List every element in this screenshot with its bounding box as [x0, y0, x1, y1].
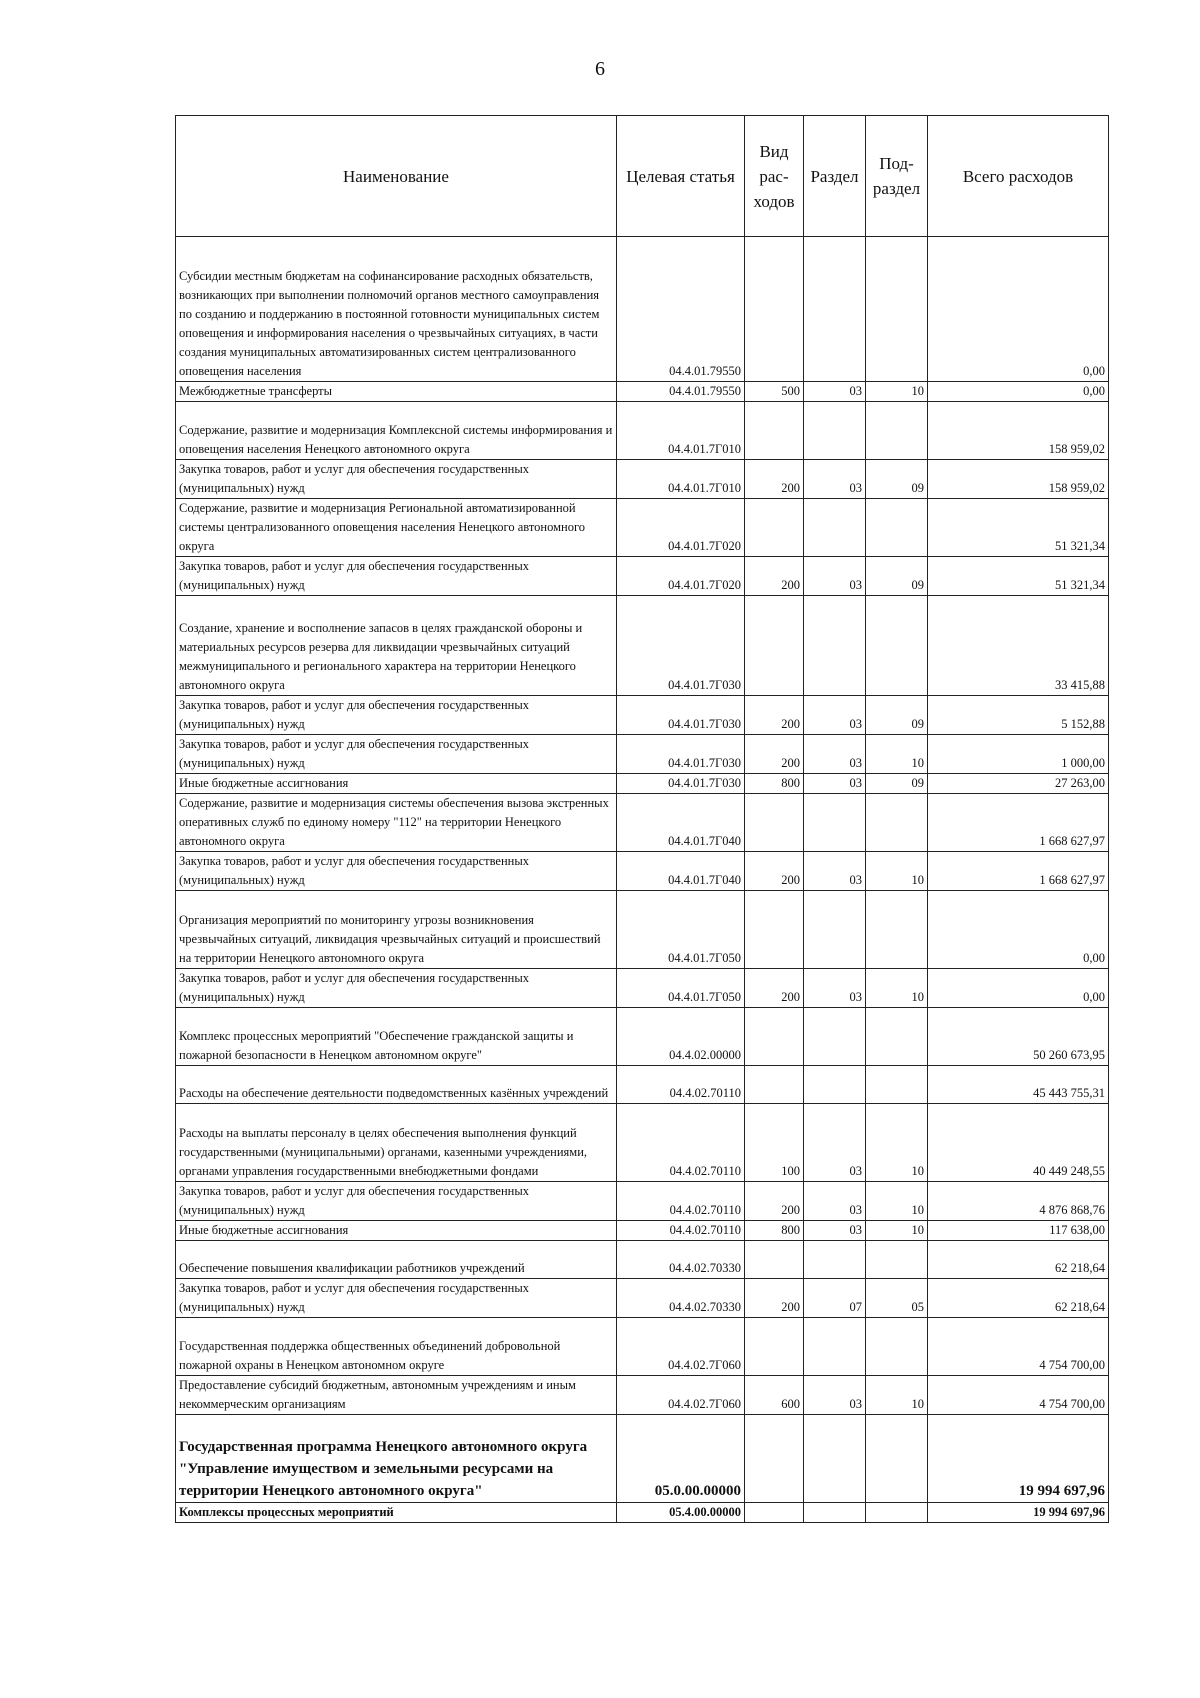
row-section: 03: [804, 969, 866, 1008]
table-row: [176, 1221, 1109, 1241]
row-type: [745, 1415, 804, 1503]
table-row: [176, 852, 1109, 891]
table-row: [176, 1503, 1109, 1523]
row-section: [804, 1415, 866, 1503]
row-subsection: 10: [866, 852, 928, 891]
row-code: 04.4.01.79550: [617, 382, 745, 402]
row-type: [745, 1241, 804, 1279]
row-total: 45 443 755,31: [928, 1066, 1109, 1104]
row-total: 1 668 627,97: [928, 852, 1109, 891]
row-code: 04.4.01.7Г010: [617, 460, 745, 499]
row-type: [745, 402, 804, 460]
table-row: [176, 1008, 1109, 1066]
row-total: 117 638,00: [928, 1221, 1109, 1241]
row-total: 51 321,34: [928, 499, 1109, 557]
table-row: [176, 1104, 1109, 1182]
row-code: 04.4.02.00000: [617, 1008, 745, 1066]
header-total: Всего расходов: [928, 116, 1109, 237]
row-section: 03: [804, 1376, 866, 1415]
row-code: 04.4.02.70110: [617, 1104, 745, 1182]
row-type: 200: [745, 735, 804, 774]
row-code: 04.4.01.7Г030: [617, 596, 745, 696]
row-total: 4 876 868,76: [928, 1182, 1109, 1221]
row-section: [804, 1066, 866, 1104]
row-section: [804, 499, 866, 557]
row-code: 04.4.01.7Г010: [617, 402, 745, 460]
row-name: Комплексы процессных мероприятий: [176, 1503, 617, 1523]
row-section: [804, 237, 866, 382]
row-type: 200: [745, 557, 804, 596]
table-row: [176, 969, 1109, 1008]
row-total: 4 754 700,00: [928, 1376, 1109, 1415]
row-total: 19 994 697,96: [928, 1415, 1109, 1503]
row-subsection: 05: [866, 1279, 928, 1318]
row-section: 07: [804, 1279, 866, 1318]
row-code: 04.4.01.7Г020: [617, 557, 745, 596]
row-subsection: [866, 1415, 928, 1503]
row-section: 03: [804, 557, 866, 596]
row-code: 04.4.01.7Г050: [617, 969, 745, 1008]
header-name: Наименование: [176, 116, 617, 237]
table-row: [176, 1376, 1109, 1415]
row-name: Содержание, развитие и модернизация Комплексной системы информирования и оповещения населения Ненецкого автономного округа: [176, 402, 617, 460]
table-row: [176, 237, 1109, 382]
row-total: 50 260 673,95: [928, 1008, 1109, 1066]
row-code: 04.4.02.70330: [617, 1279, 745, 1318]
row-total: 0,00: [928, 969, 1109, 1008]
row-name: Иные бюджетные ассигнования: [176, 774, 617, 794]
row-subsection: [866, 1318, 928, 1376]
row-name: Закупка товаров, работ и услуг для обеспечения государственных (муниципальных) нужд: [176, 460, 617, 499]
row-code: 04.4.01.7Г030: [617, 774, 745, 794]
row-section: [804, 891, 866, 969]
row-total: 33 415,88: [928, 596, 1109, 696]
table-row: [176, 1241, 1109, 1279]
row-name: Организация мероприятий по мониторингу угрозы возникновения чрезвычайных ситуаций, ликвидация чрезвычайных ситуаций и происшествий на территории Ненецкого автономного округа: [176, 891, 617, 969]
row-name: Расходы на выплаты персоналу в целях обеспечения выполнения функций государственными (муниципальными) органами, казенными учреждениями, органами управления государственными внебюджетными фондами: [176, 1104, 617, 1182]
row-code: 04.4.01.79550: [617, 237, 745, 382]
row-type: [745, 237, 804, 382]
row-section: [804, 1008, 866, 1066]
header-subsection: Под-раздел: [866, 116, 928, 237]
table-row: [176, 1066, 1109, 1104]
row-subsection: 10: [866, 382, 928, 402]
row-code: 04.4.01.7Г030: [617, 735, 745, 774]
row-name: Содержание, развитие и модернизация Региональной автоматизированной системы централизованного оповещения населения Ненецкого автономного округа: [176, 499, 617, 557]
row-subsection: [866, 596, 928, 696]
row-section: 03: [804, 735, 866, 774]
table-row: [176, 382, 1109, 402]
table-row: [176, 891, 1109, 969]
row-subsection: 09: [866, 774, 928, 794]
row-code: 05.0.00.00000: [617, 1415, 745, 1503]
row-type: [745, 1318, 804, 1376]
table-row: [176, 460, 1109, 499]
row-subsection: 10: [866, 969, 928, 1008]
table-row: [176, 735, 1109, 774]
row-name: Иные бюджетные ассигнования: [176, 1221, 617, 1241]
table-header-row: [176, 116, 1109, 237]
row-code: 04.4.02.70110: [617, 1221, 745, 1241]
row-total: 158 959,02: [928, 402, 1109, 460]
row-type: [745, 794, 804, 852]
row-total: 51 321,34: [928, 557, 1109, 596]
row-total: 5 152,88: [928, 696, 1109, 735]
table-row: [176, 1318, 1109, 1376]
row-type: 200: [745, 969, 804, 1008]
row-total: 0,00: [928, 382, 1109, 402]
row-subsection: 09: [866, 460, 928, 499]
row-code: 04.4.01.7Г040: [617, 794, 745, 852]
row-subsection: 10: [866, 735, 928, 774]
row-subsection: [866, 237, 928, 382]
row-section: 03: [804, 774, 866, 794]
table-row: [176, 1182, 1109, 1221]
row-code: 04.4.02.70110: [617, 1066, 745, 1104]
row-subsection: 10: [866, 1182, 928, 1221]
row-total: 1 668 627,97: [928, 794, 1109, 852]
row-section: 03: [804, 460, 866, 499]
row-name: Государственная программа Ненецкого автономного округа "Управление имуществом и земельными ресурсами на территории Ненецкого автономного округа": [176, 1415, 617, 1503]
row-total: 1 000,00: [928, 735, 1109, 774]
row-total: 40 449 248,55: [928, 1104, 1109, 1182]
row-section: 03: [804, 696, 866, 735]
row-code: 04.4.02.7Г060: [617, 1318, 745, 1376]
row-section: [804, 1318, 866, 1376]
table-row: [176, 596, 1109, 696]
row-section: 03: [804, 382, 866, 402]
page-number: 6: [595, 58, 605, 80]
budget-table: [175, 115, 1109, 1523]
row-subsection: [866, 1503, 928, 1523]
row-type: 800: [745, 1221, 804, 1241]
row-code: 04.4.02.70110: [617, 1182, 745, 1221]
row-name: Закупка товаров, работ и услуг для обеспечения государственных (муниципальных) нужд: [176, 852, 617, 891]
row-section: [804, 1503, 866, 1523]
row-subsection: 09: [866, 696, 928, 735]
row-type: [745, 596, 804, 696]
row-code: 04.4.01.7Г030: [617, 696, 745, 735]
row-subsection: [866, 1066, 928, 1104]
row-name: Закупка товаров, работ и услуг для обеспечения государственных (муниципальных) нужд: [176, 696, 617, 735]
table-row: [176, 499, 1109, 557]
row-name: Межбюджетные трансферты: [176, 382, 617, 402]
table-row: [176, 1415, 1109, 1503]
row-section: [804, 794, 866, 852]
row-name: Расходы на обеспечение деятельности подведомственных казённых учреждений: [176, 1066, 617, 1104]
row-subsection: [866, 891, 928, 969]
row-name: Закупка товаров, работ и услуг для обеспечения государственных (муниципальных) нужд: [176, 735, 617, 774]
row-type: [745, 1503, 804, 1523]
row-code: 04.4.02.7Г060: [617, 1376, 745, 1415]
row-subsection: [866, 402, 928, 460]
row-type: [745, 1008, 804, 1066]
header-expense-type: Вид рас-ходов: [745, 116, 804, 237]
table-row: [176, 402, 1109, 460]
row-name: Закупка товаров, работ и услуг для обеспечения государственных (муниципальных) нужд: [176, 969, 617, 1008]
row-total: 0,00: [928, 237, 1109, 382]
row-total: 158 959,02: [928, 460, 1109, 499]
row-section: 03: [804, 1221, 866, 1241]
row-name: Комплекс процессных мероприятий "Обеспечение гражданской защиты и пожарной безопасности в Ненецком автономном округе": [176, 1008, 617, 1066]
header-section: Раздел: [804, 116, 866, 237]
table-row: [176, 1279, 1109, 1318]
row-name: Закупка товаров, работ и услуг для обеспечения государственных (муниципальных) нужд: [176, 1279, 617, 1318]
row-name: Обеспечение повышения квалификации работников учреждений: [176, 1241, 617, 1279]
row-name: Государственная поддержка общественных объединений добровольной пожарной охраны в Ненецком автономном округе: [176, 1318, 617, 1376]
row-code: 04.4.01.7Г050: [617, 891, 745, 969]
row-section: 03: [804, 1182, 866, 1221]
row-subsection: [866, 1008, 928, 1066]
row-type: [745, 1066, 804, 1104]
table-row: [176, 696, 1109, 735]
row-type: 600: [745, 1376, 804, 1415]
row-section: [804, 1241, 866, 1279]
row-code: 04.4.01.7Г040: [617, 852, 745, 891]
row-type: [745, 891, 804, 969]
row-subsection: 10: [866, 1221, 928, 1241]
row-type: [745, 499, 804, 557]
row-name: Закупка товаров, работ и услуг для обеспечения государственных (муниципальных) нужд: [176, 1182, 617, 1221]
table-row: [176, 557, 1109, 596]
row-subsection: 10: [866, 1376, 928, 1415]
row-total: 27 263,00: [928, 774, 1109, 794]
row-total: 62 218,64: [928, 1279, 1109, 1318]
row-section: 03: [804, 1104, 866, 1182]
row-name: Создание, хранение и восполнение запасов в целях гражданской обороны и материальных ресурсов резерва для ликвидации чрезвычайных ситуаций межмуниципального и регионального характера на территории Ненецкого автономного округа: [176, 596, 617, 696]
row-name: Предоставление субсидий бюджетным, автономным учреждениям и иным некоммерческим организациям: [176, 1376, 617, 1415]
row-subsection: [866, 794, 928, 852]
row-name: Закупка товаров, работ и услуг для обеспечения государственных (муниципальных) нужд: [176, 557, 617, 596]
row-code: 04.4.01.7Г020: [617, 499, 745, 557]
row-subsection: [866, 499, 928, 557]
row-subsection: [866, 1241, 928, 1279]
row-type: 200: [745, 460, 804, 499]
row-section: 03: [804, 852, 866, 891]
row-type: 200: [745, 1279, 804, 1318]
row-name: Содержание, развитие и модернизация системы обеспечения вызова экстренных оперативных служб по единому номеру "112" на территории Ненецкого автономного округа: [176, 794, 617, 852]
row-code: 05.4.00.00000: [617, 1503, 745, 1523]
row-section: [804, 402, 866, 460]
row-total: 62 218,64: [928, 1241, 1109, 1279]
table-row: [176, 774, 1109, 794]
row-type: 200: [745, 852, 804, 891]
row-type: 800: [745, 774, 804, 794]
row-code: 04.4.02.70330: [617, 1241, 745, 1279]
row-type: 200: [745, 696, 804, 735]
row-type: 100: [745, 1104, 804, 1182]
row-subsection: 09: [866, 557, 928, 596]
table-row: [176, 794, 1109, 852]
row-section: [804, 596, 866, 696]
row-subsection: 10: [866, 1104, 928, 1182]
row-type: 500: [745, 382, 804, 402]
row-total: 4 754 700,00: [928, 1318, 1109, 1376]
row-total: 0,00: [928, 891, 1109, 969]
row-type: 200: [745, 1182, 804, 1221]
header-target-article: Целевая статья: [617, 116, 745, 237]
row-total: 19 994 697,96: [928, 1503, 1109, 1523]
row-name: Субсидии местным бюджетам на софинансирование расходных обязательств, возникающих при выполнении полномочий органов местного самоуправления по созданию и поддержанию в постоянной готовности муниципальных систем оповещения и информирования населения о чрезвычайных ситуациях, в части создания муниципальных автоматизированных систем централизованного оповещения населения: [176, 237, 617, 382]
